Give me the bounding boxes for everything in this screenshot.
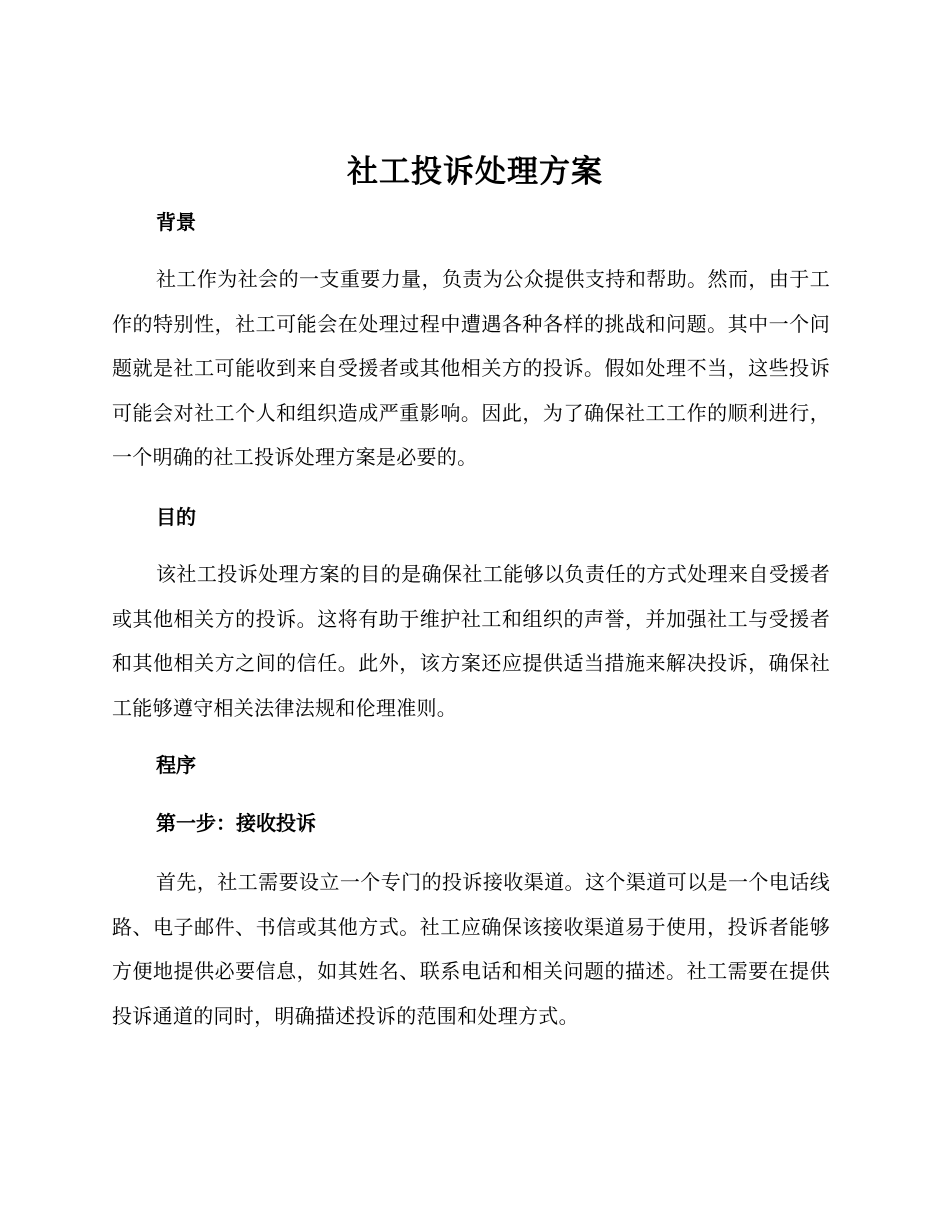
section-heading-background: 背景 — [156, 210, 196, 234]
step1-heading: 第一步：接收投诉 — [156, 811, 316, 835]
paragraph-purpose: 该社工投诉处理方案的目的是确保社工能够以负责任的方式处理来自受援者或其他相关方的投诉。这将有助于维护社工和组织的声誉，并加强社工与受援者和其他相关方之间的信任。此外，该方案还应提供适当措施来解决投诉，确保社工能够遵守相关法律法规和伦理准则。 — [112, 562, 830, 720]
section-heading-purpose: 目的 — [156, 505, 196, 529]
paragraph-background: 社工作为社会的一支重要力量，负责为公众提供支持和帮助。然而，由于工作的特别性，社工可能会在处理过程中遭遇各种各样的挑战和问题。其中一个问题就是社工可能收到来自受援者或其他相关方的投诉。假如处理不当，这些投诉可能会对社工个人和组织造成严重影响。因此，为了确保社工工作的顺利进行，一个明确的社工投诉处理方案是必要的。 — [112, 267, 830, 469]
page-title: 社工投诉处理方案 — [347, 154, 603, 190]
paragraph-step1: 首先，社工需要设立一个专门的投诉接收渠道。这个渠道可以是一个电话线路、电子邮件、书信或其他方式。社工应确保该接收渠道易于使用，投诉者能够方便地提供必要信息，如其姓名、联系电话和相关问题的描述。社工需要在提供投诉通道的同时，明确描述投诉的范围和处理方式。 — [112, 870, 830, 1028]
section-heading-procedure: 程序 — [156, 753, 196, 777]
